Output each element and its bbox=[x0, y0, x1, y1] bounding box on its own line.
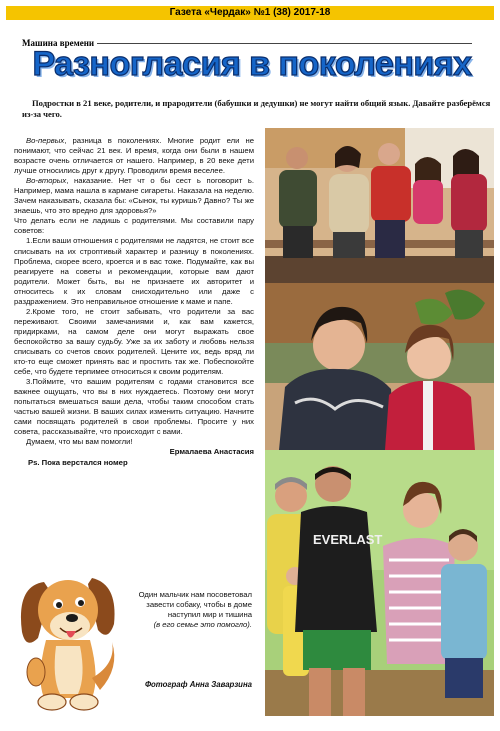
photographer-credit: Фотограф Анна Заварзина bbox=[144, 680, 252, 689]
paragraph-advice-2: 2.Кроме того, не стоит забывать, что родители за вас переживают. Своими замечаниями и, как вам кажется, придирками, на самом деле они могут выражать свое беспокойство за вашу судьбу. Уже за их заботу и любовь нельзя списывать со счетов своих родителей. Цените их, ведь вряд ли кто-то еще сможет принять вас и простить так же. Побеспокойте себе, что будете терпимее относиться к своим родителям. bbox=[14, 306, 254, 377]
article-body bbox=[14, 136, 254, 468]
dog-story bbox=[122, 590, 252, 630]
paragraph-1: Во-первых, разница в поколениях. Многие родит ели не понимают, что сейчас 21 век. И время, когда они были в нашем возрасте очень отличается от нашего. Например, в 20 веке дети лучше относились друг к другу. Проводили время веселее. bbox=[14, 136, 254, 176]
svg-text:EVERLAST: EVERLAST bbox=[313, 532, 383, 547]
postscript: Ps. Пока верстался номер bbox=[28, 457, 128, 467]
article-title: Разногласия в поколениях bbox=[32, 45, 472, 83]
paragraph-3: Что делать если не ладишь с родителями. Мы составили пару советов: bbox=[14, 216, 254, 236]
section-label: Машина времени bbox=[22, 38, 97, 48]
photo-family-bench bbox=[265, 128, 494, 283]
photo-mother-daughter bbox=[265, 283, 494, 450]
author-signature: Ермалаева Анастасия bbox=[169, 447, 254, 457]
paragraph-closing: Думаем, что мы вам помогли! bbox=[26, 437, 133, 447]
article-lead: Подростки в 21 веке, родители, и прародители (бабушки и дедушки) не могут найти общий язык. Давайте разберёмся из-за чего. bbox=[22, 98, 491, 119]
paragraph-advice-1: 1.Если ваши отношения с родителями не ладятся, не стоит все списывать на их строптивый характер и разницу в поколениях. Проблема, скорее всего, кроется и в вас тоже. Подумайте, как вы реагируете на советы и рекомендации, которые вам дают родители. Может быть, вы не признаете их авторитет и относитесь к их словам снисходительно или даже с раздражением. Это неправильное отношение к маме и папе. bbox=[14, 236, 254, 306]
paragraph-1-emphasis: Во-первых bbox=[26, 136, 65, 145]
paragraph-2-emphasis: Во-вторых bbox=[26, 176, 67, 186]
cartoon-dog-illustration bbox=[8, 568, 126, 716]
paragraph-2: Во-вторых, наказание. Нет чт о бы сест ь поговорит ь. Например, мама нашла в кармане сигареты. Наказала на неделю. Зачем наказывать, сказала бы: «Сынок, ты куришь? Давно? Ты же знаешь, что это вредно для здоровья?» bbox=[14, 176, 254, 216]
dog-story-note: (в его семье это помогло). bbox=[153, 620, 252, 629]
photo-gym-group bbox=[265, 450, 494, 716]
header-bar bbox=[6, 6, 494, 20]
newspaper-issue-header: Газета «Чердак» №1 (38) 2017-18 bbox=[169, 7, 331, 18]
paragraph-advice-3: 3.Поймите, что вашим родителям с годами становится все важнее ощущать, что вы в них нуждаетесь. Поэтому они могут попытаться вмешаться ваши дела, чтобы таким способом стать частью вашей жизни. В ваших силах изменить ситуацию. Начните сами посвящать родителей в свои проблемы. Просите у них совета, рассказывайте, что происходит с вами. bbox=[14, 377, 254, 437]
dog-story-text: Один мальчик нам посоветовал завести собаку, чтобы в доме наступил мир и тишина bbox=[138, 590, 252, 619]
